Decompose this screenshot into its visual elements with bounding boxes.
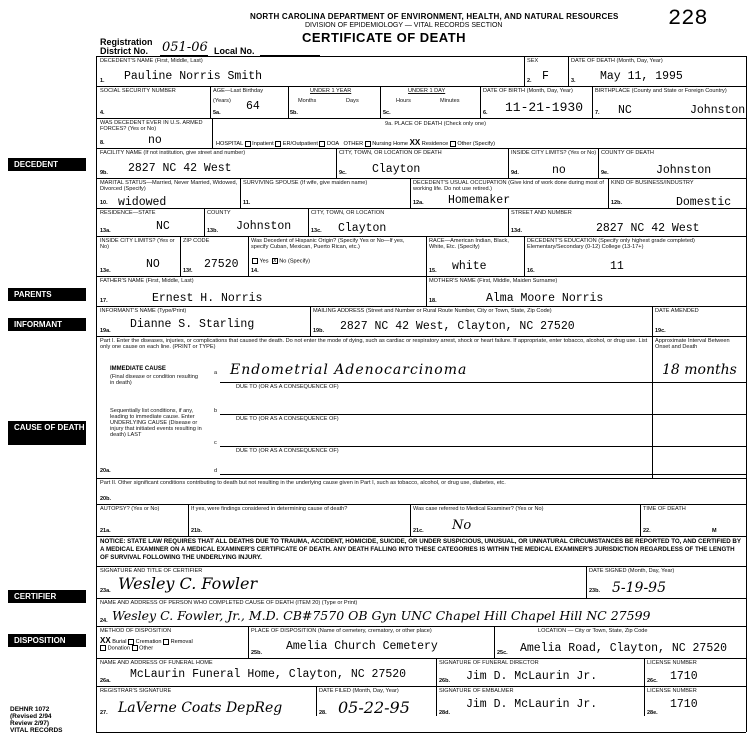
registration-district-value: 051-06 (162, 40, 208, 55)
sex-value: F (542, 70, 549, 83)
hispanic-options: Yes x No (Specify) (252, 258, 310, 264)
section-disposition: DISPOSITION (8, 634, 86, 647)
father-name: Ernest H. Norris (152, 292, 263, 305)
other-checkbox[interactable] (450, 141, 456, 147)
state-law-notice: NOTICE: STATE LAW REQUIRES THAT ALL DEATHS DUE TO TRAUMA, ACCIDENT, HOMICIDE, SUICIDE, OR UNDER SUSPICIOUS, UNUSUAL, OR UNNATURAL CIRCUMSTANCES BE REPORTED TO, AND CERTIFIED BY A MEDICAL EXAMINER ON A MEDICAL EXAMINER'S CERTIFICATE OF DEATH. ANY DEATH FALLING INTO THESE CATEGORIES IS WITHIN THE MEDICAL EXAMINER'S JURISDICTION REGARDLESS OF THE LENGTH OF SURVIVAL FOLLOWING THE UNDERLYING INJURY. (100, 538, 741, 562)
city-of-death: Clayton (372, 163, 421, 176)
birthplace-county: Johnston (690, 104, 746, 117)
part-two-instructions: Part II. Other significant conditions contributing to death but not resulting in the underlying cause given in Part I, such as tobacco, alcohol, or drug use, diabetes, etc. (100, 480, 506, 486)
county-of-death: Johnston (656, 164, 712, 177)
residence-street: 2827 NC 42 West (596, 222, 700, 235)
section-decedent: DECEDENT (8, 158, 86, 171)
nursing-home-checkbox[interactable] (365, 141, 371, 147)
facility-value: 2827 NC 42 West (128, 162, 232, 175)
certificate-number: 228 (668, 6, 708, 31)
division-header: DIVISION OF EPIDEMIOLOGY — VITAL RECORDS SECTION (305, 22, 503, 29)
date-of-death: May 11, 1995 (600, 70, 683, 83)
name-label: DECEDENT'S NAME (First, Middle, Last) (100, 58, 203, 64)
immediate-cause: Endometrial Adenocarcinoma (230, 362, 468, 378)
inside-city-value: no (552, 164, 566, 177)
inpatient-checkbox[interactable] (245, 141, 251, 147)
disposition-method-options: XX Burial Cremation Removal (100, 636, 193, 645)
me-notified-value: No (452, 518, 472, 533)
local-no-label: Local No. (214, 46, 255, 56)
armed-forces-value: no (148, 134, 162, 147)
registration-label: Registration District No. (100, 37, 153, 56)
hispanic-no-checkbox[interactable]: x (273, 258, 277, 264)
section-certifier: CERTIFIER (8, 590, 86, 603)
residence-state: NC (156, 220, 170, 233)
date-of-birth: 11-21-1930 (505, 100, 584, 115)
age-value: 64 (246, 100, 260, 113)
hispanic-yes-checkbox[interactable] (252, 258, 258, 264)
section-cause-of-death: CAUSE OF DEATH (8, 421, 86, 445)
decedent-name: Pauline Norris Smith (124, 70, 263, 83)
section-parents: PARENTS (8, 288, 86, 301)
informant-address: 2827 NC 42 West, Clayton, NC 27520 (340, 320, 575, 333)
burial-checkbox-mark: XX (100, 636, 111, 645)
place-of-death-options: HOSPITAL Inpatient ER/Outpatient DOA OTHER Nursing Home XX Residence Other (Specify) (216, 138, 495, 147)
cremation-checkbox[interactable] (128, 639, 134, 645)
doa-checkbox[interactable] (319, 141, 325, 147)
department-header: NORTH CAROLINA DEPARTMENT OF ENVIRONMENT, HEALTH, AND NATURAL RESOURCES (250, 12, 619, 21)
section-informant: INFORMANT (8, 318, 86, 331)
occupation-value: Homemaker (448, 194, 511, 207)
place-of-disposition: Amelia Church Cemetery (286, 640, 438, 653)
residence-checkbox-mark: XX (409, 138, 421, 147)
certifier-address: Wesley C. Fowler, Jr., M.D. CB#7570 OB Gyn UNC Chapel Hill Chapel Hill NC 27599 (112, 608, 651, 623)
informant-name: Dianne S. Starling (130, 318, 255, 331)
certifier-signature: Wesley C. Fowler (118, 574, 258, 593)
birthplace-state: NC (618, 104, 632, 117)
zip-code: 27520 (204, 258, 239, 271)
race-value: white (452, 260, 487, 273)
date-filed: 05-22-95 (338, 698, 410, 717)
funeral-director-signature: Jim D. McLaurin Jr. (466, 670, 598, 683)
marital-status: widowed (118, 196, 167, 209)
donation-checkbox[interactable] (100, 645, 106, 651)
interval-value: 18 months (662, 362, 737, 378)
embalmer-signature: Jim D. McLaurin Jr. (466, 698, 598, 711)
removal-checkbox[interactable] (163, 639, 169, 645)
registrar-signature: LaVerne Coats DepReg (118, 700, 283, 716)
education-value: 11 (610, 260, 624, 273)
disposition-location: Amelia Road, Clayton, NC 27520 (520, 642, 728, 655)
residence-county: Johnston (236, 220, 292, 233)
funeral-director-license: 1710 (670, 670, 698, 683)
form-footer: DEHNR 1072 (Revised 2/94 Review 2/97) VITAL RECORDS (10, 706, 63, 734)
er-checkbox[interactable] (275, 141, 281, 147)
part-one-instructions: Part I. Enter the diseases, injuries, or complications that caused the death. Do not enter the mode of dying, such as cardiac or respiratory arrest, shock or heart failure. If appropriate, enter tobacco, alcohol, or drug use. List only one cause on each line. (PRINT or TYPE) (100, 338, 648, 350)
embalmer-license: 1710 (670, 698, 698, 711)
other-disposition-checkbox[interactable] (132, 645, 138, 651)
residence-city: Clayton (338, 222, 387, 235)
business-value: Domestic (676, 196, 732, 209)
funeral-home: McLaurin Funeral Home, Clayton, NC 27520 (130, 668, 407, 681)
inside-city-residence: NO (146, 258, 160, 271)
date-signed: 5-19-95 (612, 580, 666, 596)
certificate-title: CERTIFICATE OF DEATH (302, 30, 467, 45)
mother-name: Alma Moore Norris (486, 292, 604, 305)
